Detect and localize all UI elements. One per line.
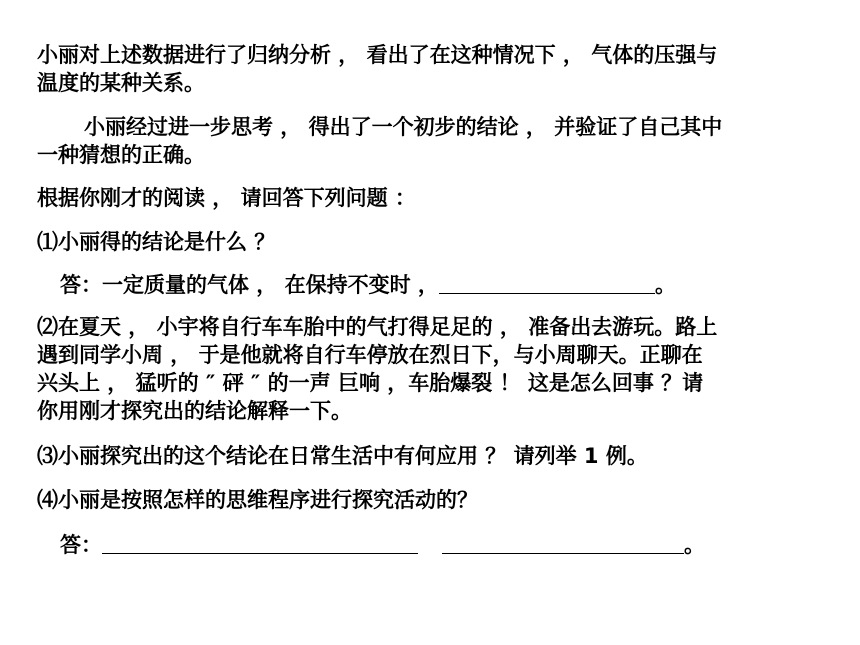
paragraph-2-line-1: 小丽经过进一步思考 ， 得出了一个初步的结论 ， 并验证了自己其中 bbox=[84, 115, 723, 139]
answer-4 bbox=[60, 531, 840, 559]
answer-4-blank-1 bbox=[102, 531, 418, 554]
answer-1 bbox=[60, 271, 840, 299]
question-2-line-4: 你用刚才探究出的结论解释一下。 bbox=[37, 399, 352, 423]
answer-1-blank bbox=[439, 271, 655, 294]
question-2-line-3: 兴头上 ， 猛听的 ″ 砰 ″ 的一声 巨响 ，车胎爆裂 ！ 这是怎么回事 ？请 bbox=[37, 371, 704, 395]
answer-4-blank-2 bbox=[442, 531, 684, 554]
answer-1-prefix: 答：一定质量的气体 ， 在保持不变时 ， bbox=[60, 273, 439, 297]
question-1: ⑴小丽得的结论是什么 ？ bbox=[37, 230, 276, 254]
question-4: ⑷小丽是按照怎样的思维程序进行探究活动的？ bbox=[37, 488, 478, 512]
paragraph-2-line-2: 一种猜想的正确。 bbox=[37, 143, 205, 167]
question-2-line-1: ⑵在夏天 ， 小宇将自行车车胎中的气打得足足的 ， 准备出去游玩。路上 bbox=[37, 315, 718, 339]
answer-4-suffix: 。 bbox=[684, 533, 705, 557]
answer-1-suffix: 。 bbox=[654, 273, 676, 297]
question-3: ⑶小丽探究出的这个结论在日常生活中有何应用 ？ 请列举 1 例。 bbox=[37, 444, 648, 468]
question-2-line-2: 遇到同学小周 ， 于是他就将自行车停放在烈日下，与小周聊天。正聊在 bbox=[37, 343, 703, 367]
paragraph-1-line-2: 温度的某种关系。 bbox=[37, 71, 205, 95]
paragraph-1-line-1: 小丽对上述数据进行了归纳分析 ， 看出了在这种情况下 ， 气体的压强与 bbox=[37, 43, 718, 67]
answer-4-prefix: 答： bbox=[60, 533, 102, 557]
instruction-text: 根据你刚才的阅读 ， 请回答下列问题 ： bbox=[37, 186, 416, 210]
